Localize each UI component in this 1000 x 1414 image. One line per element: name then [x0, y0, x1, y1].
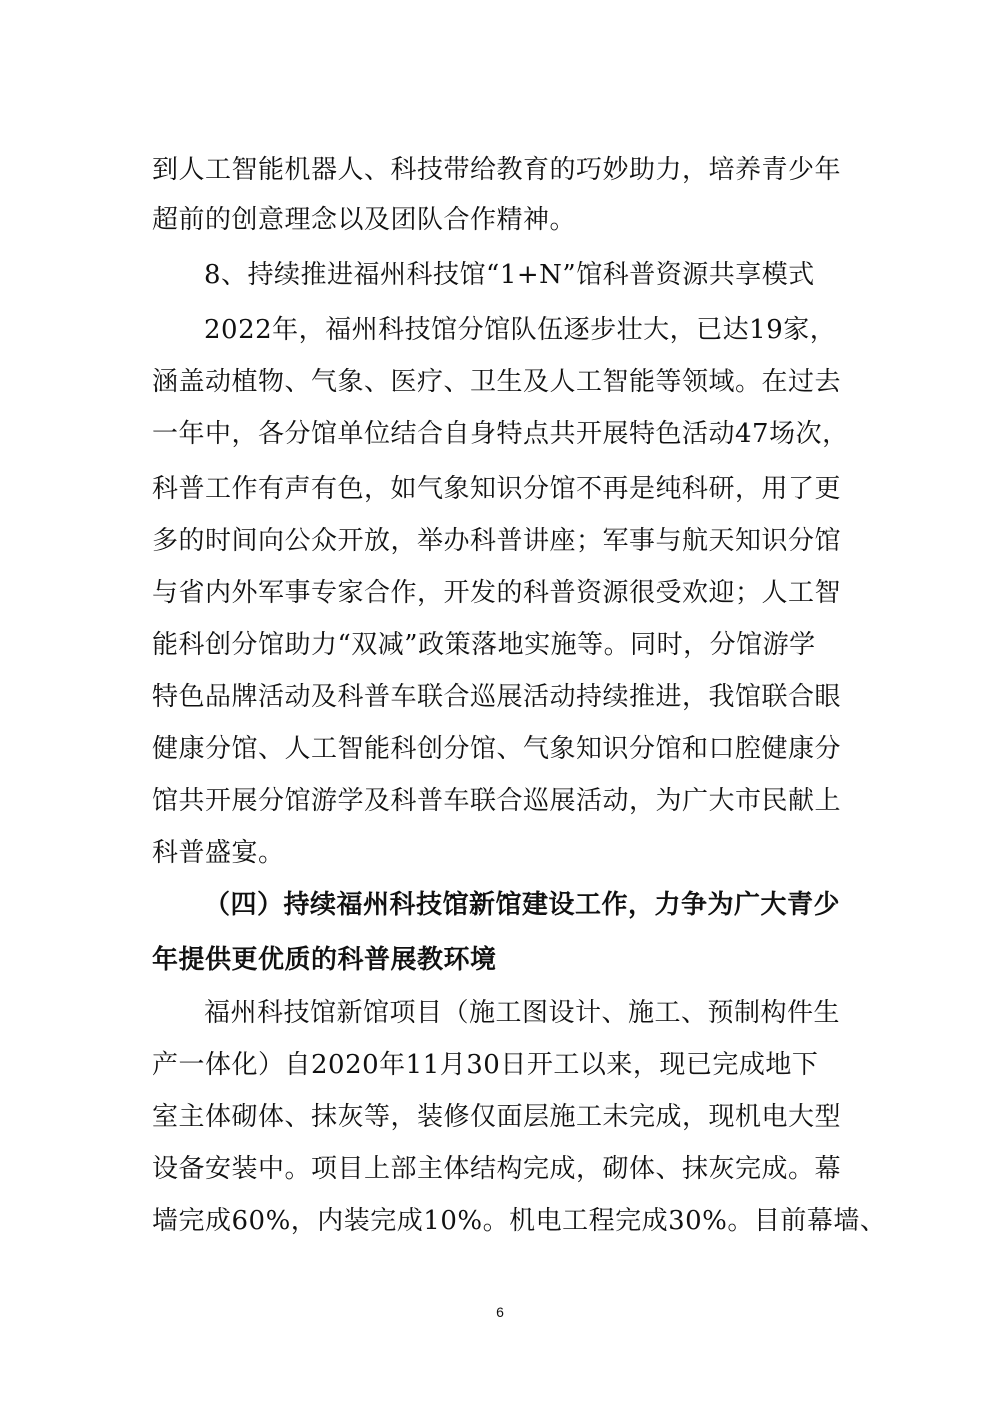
text-line: 墙完成60%，内装完成10%。机电工程完成30%。目前幕墙、 [152, 1206, 887, 1236]
text-line: 一年中，各分馆单位结合自身特点共开展特色活动47场次， [152, 419, 849, 449]
text-line: 特色品牌活动及科普车联合巡展活动持续推进，我馆联合眼 [152, 682, 842, 712]
text-line: 科普盛宴。 [152, 838, 285, 868]
text-line: 产一体化）自2020年11月30日开工以来，现已完成地下 [152, 1050, 819, 1080]
text-line: 与省内外军事专家合作，开发的科普资源很受欢迎；人工智 [152, 578, 842, 608]
text-line: 到人工智能机器人、科技带给教育的巧妙助力，培养青少年 [152, 155, 842, 185]
chapter-heading-continued: 年提供更优质的科普展教环境 [152, 945, 497, 975]
chapter-heading: （四）持续福州科技馆新馆建设工作，力争为广大青少 [204, 890, 841, 920]
text-line: 涵盖动植物、气象、医疗、卫生及人工智能等领域。在过去 [152, 367, 842, 397]
text-line: 2022年，福州科技馆分馆队伍逐步壮大，已达19家， [204, 315, 837, 345]
text-line: 室主体砌体、抹灰等，装修仅面层施工未完成，现机电大型 [152, 1102, 842, 1132]
text-line: 健康分馆、人工智能科创分馆、气象知识分馆和口腔健康分 [152, 734, 842, 764]
text-line: 超前的创意理念以及团队合作精神。 [152, 205, 577, 235]
text-line: 能科创分馆助力“双减”政策落地实施等。同时，分馆游学 [152, 630, 816, 660]
text-line: 馆共开展分馆游学及科普车联合巡展活动，为广大市民献上 [152, 786, 842, 816]
text-line: 科普工作有声有色，如气象知识分馆不再是纯科研，用了更 [152, 474, 842, 504]
section-heading: 8、持续推进福州科技馆“1+N”馆科普资源共享模式 [204, 260, 815, 290]
text-line: 多的时间向公众开放，举办科普讲座；军事与航天知识分馆 [152, 526, 842, 556]
text-line: 福州科技馆新馆项目（施工图设计、施工、预制构件生 [204, 998, 841, 1028]
text-line: 设备安装中。项目上部主体结构完成，砌体、抹灰完成。幕 [152, 1154, 842, 1184]
page-number: 6 [496, 1304, 504, 1320]
